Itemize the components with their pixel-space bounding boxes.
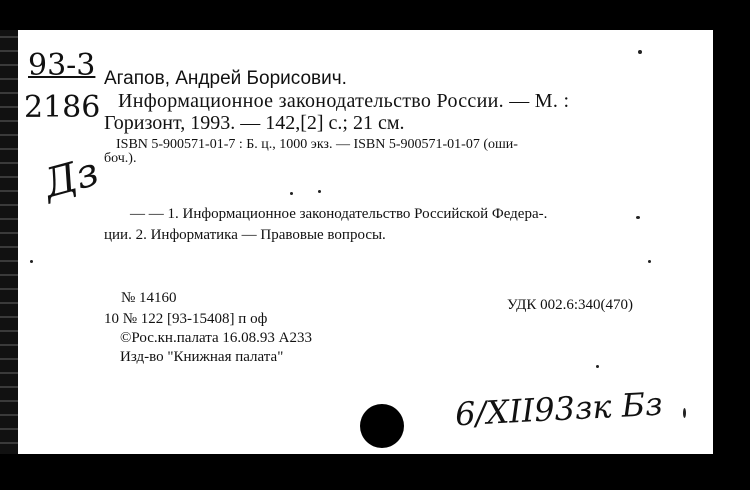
author: Агапов, Андрей Борисович. <box>104 68 347 89</box>
speck <box>290 192 293 195</box>
speck <box>318 190 321 193</box>
call-number-bottom: 2186 <box>24 90 101 125</box>
ink-blot <box>360 404 404 448</box>
speck <box>30 260 33 263</box>
scanned-card-edge <box>0 30 18 454</box>
title-line-1: Информационное законодательство России. — М. : <box>118 90 570 112</box>
handwritten-mark: Дз <box>38 148 104 208</box>
subjects-line-1: — — 1. Информационное законодательство Российской Федера-. <box>130 206 548 222</box>
handwritten-date-note: 6/XII93зк Бз <box>454 384 664 434</box>
publisher-line: Изд-во "Книжная палата" <box>120 349 284 365</box>
isbn-line-2: боч.). <box>104 151 137 166</box>
call-number-top: 93-3 <box>28 48 96 83</box>
speck <box>648 260 651 263</box>
speck <box>683 408 686 418</box>
record-number: № 14160 <box>121 290 177 306</box>
speck <box>636 216 640 219</box>
title-line-2: Горизонт, 1993. — 142,[2] с.; 21 см. <box>104 112 405 134</box>
isbn-line-1: ISBN 5-900571-01-7 : Б. ц., 1000 экз. — ISBN 5-900571-01-07 (оши- <box>116 137 518 152</box>
speck <box>638 50 642 54</box>
udk-code: УДК 002.6:340(470) <box>507 297 633 313</box>
copyright-line: ©Рос.кн.палата 16.08.93 А233 <box>120 330 313 346</box>
subjects-line-2: ции. 2. Информатика — Правовые вопросы. <box>104 227 386 243</box>
speck <box>596 365 599 368</box>
catalog-card <box>18 30 713 454</box>
registration-line: 10 № 122 [93-15408] п оф <box>104 311 268 327</box>
